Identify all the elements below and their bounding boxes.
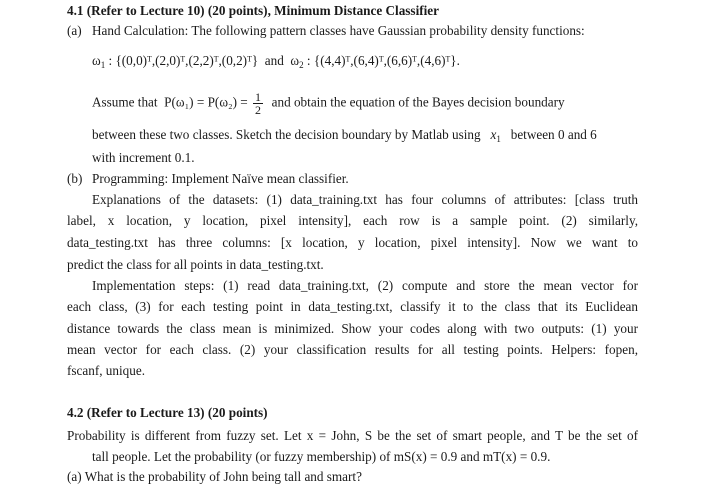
assume-prefix: Assume that <box>92 94 158 110</box>
omega1-set: {(0,0)ᵀ,(2,0)ᵀ,(2,2)ᵀ,(0,2)ᵀ} <box>115 53 259 68</box>
prob-expression: P(ω₁) = P(ω₂) = <box>164 94 248 110</box>
frac-denominator: 2 <box>255 103 262 117</box>
section1-heading: 4.1 (Refer to Lecture 10) (20 points), Minimum Distance Classifier <box>67 3 439 18</box>
s2-line-0: Probability is different from fuzzy set. Let x = John, S be the set of smart people, and T be the set of <box>67 428 638 443</box>
frac-numerator: 1 <box>255 90 262 104</box>
p1-line-1: label, x location, y location, pixel intensity], each row is a sample point. (2) similarly, <box>67 213 638 228</box>
half-fraction <box>253 91 263 116</box>
part-a-line4: with increment 0.1. <box>92 150 195 165</box>
part-b-label: (b) <box>67 171 83 186</box>
part-a-label: (a) <box>67 23 82 38</box>
p2-line-3: mean vector for each class. (2) your classification results for all testing points. Helpers: fopen, <box>67 342 638 357</box>
class-definitions <box>92 52 460 74</box>
p2-line-0: Implementation steps: (1) read data_training.txt, (2) compute and store the mean vector for <box>92 278 638 293</box>
omega2-symbol: $\omega_2$ : <box>290 53 314 70</box>
p1-line-2: data_testing.txt has three columns: [x location, y location, pixel intensity]. Now we want to <box>67 235 638 250</box>
assume-line <box>92 91 565 116</box>
p2-line-1: each class, (3) for each testing point in data_testing.txt, classify it to the class that its Euclidean <box>67 299 638 314</box>
s2-line-1: tall people. Let the probability (or fuzzy membership) of mS(x) = 0.9 and mT(x) = 0.9. <box>92 449 551 464</box>
p2-line-2: distance towards the class mean is minimized. Show your codes along with two outputs: (1) your <box>67 321 638 336</box>
line3-text-a: between these two classes. Sketch the decision boundary by Matlab using <box>92 127 481 142</box>
part-a-line3 <box>92 126 597 148</box>
period: . <box>456 53 460 68</box>
s2-line-2: (a) What is the probability of John being tall and smart? <box>67 469 362 484</box>
p2-line-4: fscanf, unique. <box>67 363 145 378</box>
p1-line-3: predict the class for all points in data_testing.txt. <box>67 257 324 272</box>
line3-text-b: between 0 and 6 <box>510 127 597 142</box>
p1-line-0: Explanations of the datasets: (1) data_training.txt has four columns of attributes: [class truth <box>92 192 638 207</box>
x1-variable: $x_1$ <box>490 127 501 144</box>
part-a-intro: Hand Calculation: The following pattern classes have Gaussian probability density functions: <box>92 23 585 38</box>
omega2-set: {(4,4)ᵀ,(6,4)ᵀ,(6,6)ᵀ,(4,6)ᵀ} <box>313 53 457 68</box>
section2-heading: 4.2 (Refer to Lecture 13) (20 points) <box>67 405 268 420</box>
omega1-symbol: $\omega_1$ : <box>92 53 116 70</box>
assume-suffix: and obtain the equation of the Bayes decision boundary <box>271 94 565 110</box>
and-word: and <box>264 53 284 68</box>
part-b-title: Programming: Implement Naïve mean classifier. <box>92 171 349 186</box>
